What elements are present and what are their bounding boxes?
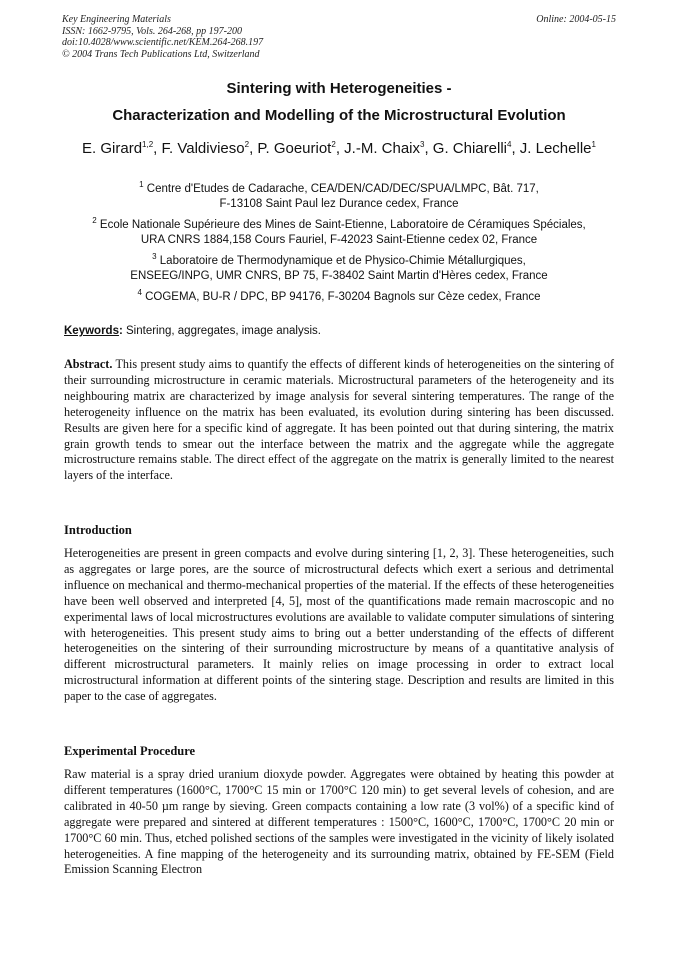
author: E. Girard$^{1,2}$, [82, 140, 162, 157]
abstract [64, 357, 614, 484]
doi-line: doi:10.4028/www.scientific.net/KEM.264-268.197 [62, 37, 264, 48]
affiliation-3: $^3$ Laboratoire de Thermodynamique et de Physico-Chimie Métallurgiques, ENSEEG/INPG, UMR CNRS, BP 75, F-38402 Saint Martin d'Hères cedex, France [130, 252, 548, 282]
paper-title-line-1: Sintering with Heterogeneities - [226, 80, 452, 97]
author: F. Valdivieso$^2$, [161, 140, 258, 157]
affiliation-1: $^1$ Centre d'Etudes de Cadarache, CEA/DEN/CAD/DEC/SPUA/LMPC, Bât. 717, F-13108 Saint Paul lez Durance cedex, France [139, 180, 539, 210]
author: G. Chiarelli$^4$, [432, 140, 516, 157]
introduction-heading: Introduction [64, 523, 132, 537]
author-list [80, 139, 598, 158]
journal-header [62, 14, 616, 60]
introduction-text: Heterogeneities are present in green compacts and evolve during sintering [1, 2, 3]. These heterogeneities, such as aggregates or large pores, are the source of microstructural defects which exert a serious and detrimental influence on mechanical and thermo-mechanical properties of the material. If the effects of these heterogeneities have been well observed and interpreted [4, 5], most of the quantifications made remain macroscopic and no experimental laws of local microstructures evolutions are available to validate computer simulations of sintering with heterogeneities. This present study aims to bring out a better understanding of the effects of different heterogeneities on the sintering of their surrounding microstructure by means of a quantitative analysis of different microstructural parameters. It mainly relies on image processing in order to extract local microstructural information at different points of the sintering stage. Description and results are limited in this paper to the case of aggregates. [64, 546, 614, 704]
experimental-heading: Experimental Procedure [64, 744, 196, 758]
keywords-label: Keywords [64, 325, 119, 337]
affiliation-2: $^2$ Ecole Nationale Supérieure des Mines de Saint-Etienne, Laboratoire de Céramiques Spéciales, URA CNRS 1884,158 Cours Fauriel, F-42023 Saint-Etienne cedex 02, France [92, 216, 586, 246]
issn-line: ISSN: 1662-9795, Vols. 264-268, pp 197-200 [62, 25, 242, 37]
author: P. Goeuriot$^2$, [257, 140, 345, 157]
keywords: Keywords: Sintering, aggregates, image analysis. [64, 325, 321, 337]
abstract-label: Abstract. [64, 357, 113, 371]
author: J. Lechelle$^1$ [519, 140, 596, 157]
online-date: Online: 2004-05-15 [536, 14, 616, 25]
abstract-text: This present study aims to quantify the effects of different kinds of heterogeneities on the sintering of their surrounding microstructure in ceramic materials. Microstructural parameters of the heterogeneity and its neighbouring matrix are characterized by image analysis for several sintering temperatures. The range of the heterogeneity influence on the matrix has been evaluated, its evolution during sintering has been discussed. Results are given here for a specific kind of aggregate. It has been pointed out that during sintering, the matrix grain growth tends to smear out the interface between the matrix and the aggregate while the aggregate microstructure remains stable. The direct effect of the aggregate on the matrix is generally limited to the nearest layers of the interface. [64, 357, 614, 483]
keywords-text: Sintering, aggregates, image analysis. [122, 325, 321, 337]
copyright-line: © 2004 Trans Tech Publications Ltd, Switzerland [62, 48, 260, 60]
experimental-text: Raw material is a spray dried uranium dioxyde powder. Aggregates were obtained by heating this powder at different temperatures (1600°C, 1700°C 15 min or 1700°C 120 min) to get several levels of cohesion, and are calibrated in 40-50 µm range by sieving. Green compacts containing a low rate (3 vol%) of a specific kind of aggregate were prepared and sintered at different temperatures : 1500°C, 1600°C, 1700°C, 1700°C 20 min or 1700°C 60 min. Thus, etched polished sections of the samples were investigated in the vicinity of likely isolated heterogeneities. A fine mapping of the heterogeneity and its surrounding matrix, obtained by FE-SEM (Field Emission Scanning Electron [64, 767, 614, 877]
affiliation-4: $^4$ COGEMA, BU-R / DPC, BP 94176, F-30204 Bagnols sur Cèze cedex, France [137, 288, 541, 303]
paper-title-line-2: Characterization and Modelling of the Microstructural Evolution [112, 107, 566, 124]
author: J.-M. Chaix$^3$, [344, 140, 433, 157]
journal-name: Key Engineering Materials [62, 14, 171, 25]
